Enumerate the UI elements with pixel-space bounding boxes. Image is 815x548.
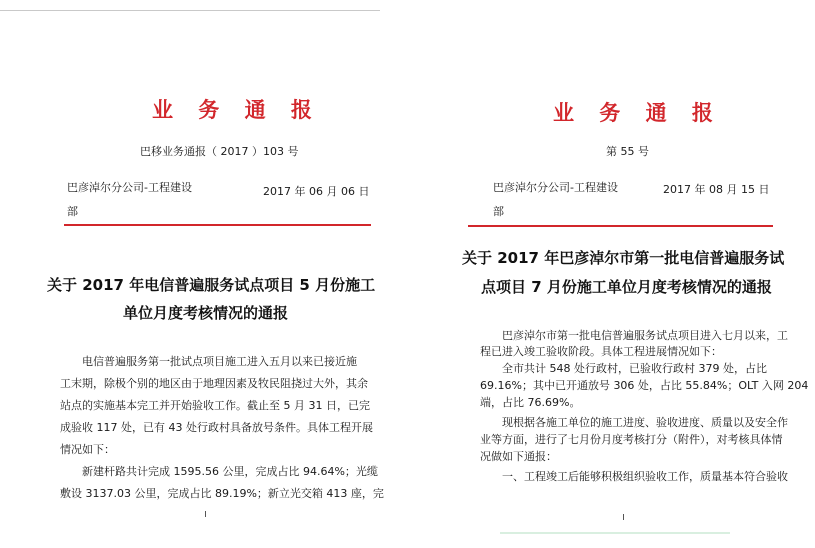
- body-line: 一、工程竣工后能够积极组织验收工作，质量基本符合验收: [502, 470, 788, 483]
- issuer-line-2: 部: [67, 205, 78, 218]
- doc-title-line-1: 关于 2017 年巴彦淖尔市第一批电信普遍服务试: [462, 249, 785, 267]
- doc-number: 第 55 号: [606, 145, 649, 158]
- red-separator: [64, 224, 371, 226]
- header-title: 业 务 通 报: [553, 100, 722, 125]
- body-line: 情况如下：: [60, 443, 115, 456]
- body-line: 电信普遍服务第一批试点项目施工进入五月以来已接近施: [82, 355, 357, 368]
- body-line: 现根据各施工单位的施工进度、验收进度、质量以及安全作: [502, 416, 788, 429]
- doc-title-line-2: 点项目 7 月份施工单位月度考核情况的通报: [481, 278, 772, 296]
- page-mark: [623, 514, 624, 520]
- doc-title-line-1: 关于 2017 年电信普遍服务试点项目 5 月份施工: [47, 276, 376, 294]
- doc-title-line-2: 单位月度考核情况的通报: [123, 304, 289, 322]
- issuer: [67, 176, 192, 224]
- issue-date: 2017 年 08 月 15 日: [663, 183, 770, 196]
- body-line: 巴彦淖尔市第一批电信普遍服务试点项目进入七月以来，工: [502, 329, 788, 342]
- doc-number: 巴移业务通报（ 2017 ）103 号: [140, 145, 299, 158]
- body-line: 成验收 117 处，已有 43 处行政村具备放号条件。具体工程开展: [60, 421, 373, 434]
- body-line: 工末期，除极个别的地区由于地理因素及牧民阻挠过大外，其余: [60, 377, 368, 390]
- issue-date: 2017 年 06 月 06 日: [263, 185, 370, 198]
- body-line: 69.16%；其中已开通放号 306 处，占比 55.84%；OLT 入网 204: [480, 379, 809, 392]
- body-line: 站点的实施基本完工并开始验收工作。截止至 5 月 31 日，已完: [60, 399, 370, 412]
- body-line: 全市共计 548 处行政村，已验收行政村 379 处，占比: [502, 362, 767, 375]
- body-line: 业等方面，进行了七月份月度考核打分（附件），对考核具体情: [480, 433, 783, 446]
- body-line: 敷设 3137.03 公里，完成占比 89.19%；新立光交箱 413 座，完: [60, 487, 384, 500]
- issuer-line-1: 巴彦淖尔分公司-工程建设: [67, 181, 192, 194]
- header-title: 业 务 通 报: [152, 97, 321, 122]
- right-document-page: [420, 0, 815, 548]
- faded-bleed-line: [500, 532, 730, 534]
- red-separator: [468, 225, 773, 227]
- body-line: 程已进入竣工验收阶段。具体工程进展情况如下：: [480, 345, 722, 358]
- issuer-line-2: 部: [493, 205, 504, 218]
- page-mark: [205, 511, 206, 517]
- top-crop-line: [0, 10, 380, 11]
- body-line: 新建杆路共计完成 1595.56 公里，完成占比 94.64%；光缆: [82, 465, 378, 478]
- body-line: 况做如下通报：: [480, 450, 557, 463]
- issuer: [493, 176, 618, 224]
- issuer-line-1: 巴彦淖尔分公司-工程建设: [493, 181, 618, 194]
- body-line: 端，占比 76.69%。: [480, 396, 581, 409]
